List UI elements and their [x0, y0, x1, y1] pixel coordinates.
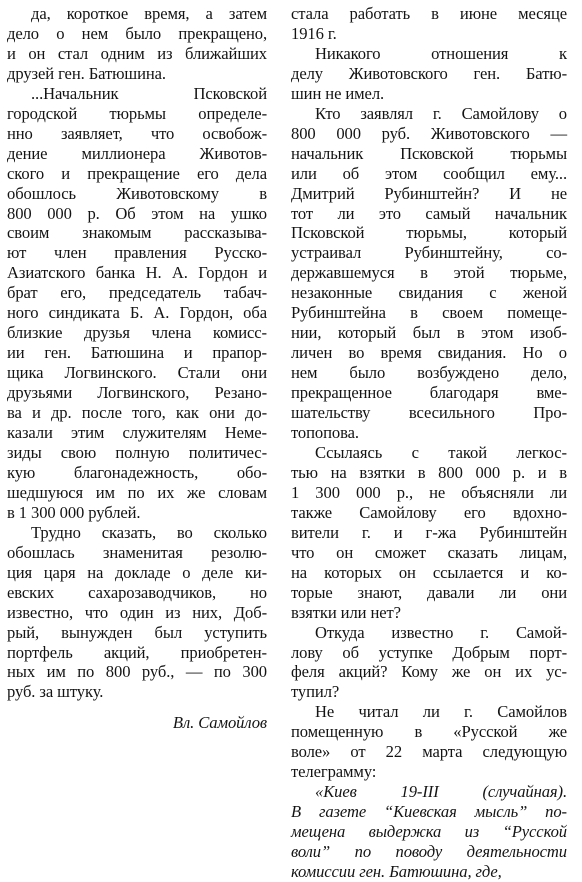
text-line: 1 300 000 р., не объясняли ли	[291, 482, 567, 502]
text-line: Никакого отношения к	[315, 43, 567, 63]
paragraph	[7, 84, 267, 523]
text-line: на которых он ссылается и ко-	[291, 562, 567, 582]
text-line: известно, что один из них, Доб-	[7, 602, 267, 622]
text-line: тью на взятки в 800 000 р. и в	[291, 462, 567, 482]
text-line: делу Животовского ген. Батю-	[291, 63, 567, 83]
author-signature: Вл. Самойлов	[172, 713, 267, 733]
text-line: руб. за штуку.	[7, 682, 104, 702]
text-line: казали этим служителям Неме-	[7, 423, 267, 443]
text-line: или об этом сообщил ему...	[291, 163, 567, 183]
text-line: вители г. и г-жа Рубинштейн	[291, 522, 567, 542]
text-line: своим знакомым рассказыва-	[7, 223, 267, 243]
text-line: прекращенное благодаря вме-	[291, 383, 567, 403]
text-line: зиды свою полную политичес-	[7, 442, 267, 462]
text-line: воле» от 22 марта следующую	[291, 742, 567, 762]
text-line: Не читал ли г. Самойлов	[315, 702, 567, 722]
text-line: друзей ген. Батюшина.	[7, 63, 166, 83]
paragraph	[291, 44, 567, 104]
text-line: да, короткое время, а затем	[31, 4, 267, 23]
paragraph	[291, 443, 567, 623]
text-line: и он стал одним из ближайших	[7, 43, 267, 63]
paragraph	[291, 702, 567, 782]
text-line: нии, который был в этом изоб-	[291, 323, 567, 343]
text-line: шин не имел.	[291, 83, 385, 103]
text-line: лову об уступке Добрым порт-	[291, 642, 567, 662]
text-line: рый, вынужден был уступить	[7, 622, 267, 642]
text-line: стала работать в июне месяце	[291, 4, 567, 23]
paragraph	[291, 104, 567, 443]
text-line: помещенную в «Русской же	[291, 722, 567, 742]
text-line: 800 000 руб. Животовского —	[291, 123, 567, 143]
text-line: незаконные свидания с женой	[291, 283, 567, 303]
text-line: также Самойлову его вдохно-	[291, 502, 567, 522]
text-line: телеграмму:	[291, 762, 377, 782]
text-line: Псковской тюрьмы, который	[291, 223, 567, 243]
text-line: Рубинштейна в своем помеще-	[291, 303, 567, 323]
text-line: друзьями Логвинского, Резано-	[7, 383, 267, 403]
text-line: близкие друзья члена комисс-	[7, 323, 267, 343]
right-column	[291, 4, 567, 882]
text-line: что он сможет сказать лицам,	[291, 542, 567, 562]
text-line: начальник Псковской тюрьмы	[291, 143, 567, 163]
text-line: тупил?	[291, 682, 340, 702]
text-line: устраивал Рубинштейну, со-	[291, 243, 567, 263]
text-line: Откуда известно г. Самой-	[315, 622, 567, 642]
text-line: феля акций? Кому же он их ус-	[291, 662, 567, 682]
text-line: Азиатского банка Н. А. Гордон и	[7, 263, 267, 283]
text-line: «Киев 19-III (случайная).	[315, 782, 567, 802]
text-line: ного синдиката Б. А. Гордон, оба	[7, 303, 267, 323]
text-line: державшемуся в этой тюрьме,	[291, 263, 567, 283]
text-line: нем было возбуждено дело,	[291, 363, 567, 383]
text-line: Кто заявлял г. Самойлову о	[315, 103, 567, 123]
text-line: в 1 300 000 рублей.	[7, 502, 141, 522]
text-line: личен во время свидания. Но о	[291, 343, 567, 363]
text-line: ва и др. после того, как они до-	[7, 403, 267, 423]
paragraph	[7, 523, 267, 703]
text-line: кую благонадежность, обо-	[7, 462, 267, 482]
text-line: топопова.	[291, 423, 359, 443]
text-line: 800 000 р. Об этом на ушко	[7, 203, 267, 223]
text-line: ных им по 800 руб., — по 300	[7, 662, 267, 682]
text-line: Трудно сказать, во сколько	[31, 522, 267, 542]
text-line: ии ген. Батюшина и прапор-	[7, 343, 267, 363]
text-line: 1916 г.	[291, 23, 337, 43]
text-line: шедшуюся им по их же словам	[7, 482, 267, 502]
text-line: тот ли это самый начальник	[291, 203, 567, 223]
paragraph	[291, 782, 567, 882]
text-line: обошлось Животовскому в	[7, 183, 267, 203]
text-line: воли” по поводу деятельности	[291, 842, 567, 862]
text-line: ...Начальник Псковской	[31, 83, 267, 103]
text-line: В газете “Киевская мысль” по-	[291, 802, 567, 822]
text-line: портфель акций, приобретен-	[7, 642, 267, 662]
text-line: ция царя на докладе о деле ки-	[7, 562, 267, 582]
text-line: взятки или нет?	[291, 602, 401, 622]
text-line: обошлась знаменитая резолю-	[7, 542, 267, 562]
text-line: ют член правления Русско-	[7, 243, 267, 263]
text-line: нно заявляет, что освобож-	[7, 123, 267, 143]
paragraph	[291, 4, 567, 44]
paragraph	[291, 623, 567, 703]
text-line: дело о нем было прекращено,	[7, 23, 267, 43]
paragraph	[7, 4, 267, 84]
text-line: евских сахарозаводчиков, но	[7, 582, 267, 602]
text-line: комиссии ген. Батюшина, где,	[291, 861, 502, 881]
text-line: щика Логвинского. Стали они	[7, 363, 267, 383]
text-line: Ссылаясь с такой легкос-	[315, 442, 567, 462]
text-line: дение миллионера Животов-	[7, 143, 267, 163]
text-line: городской тюрьмы определе-	[7, 103, 267, 123]
text-line: Дмитрий Рубинштейн? И не	[291, 183, 567, 203]
text-line: мещена выдержка из “Русской	[291, 822, 567, 842]
text-line: ского и прекращение его дела	[7, 163, 267, 183]
left-column	[7, 4, 267, 733]
text-line: брат его, председатель табач-	[7, 283, 267, 303]
text-line: торые знают, давали ли они	[291, 582, 567, 602]
text-line: шательству всесильного Про-	[291, 403, 567, 423]
